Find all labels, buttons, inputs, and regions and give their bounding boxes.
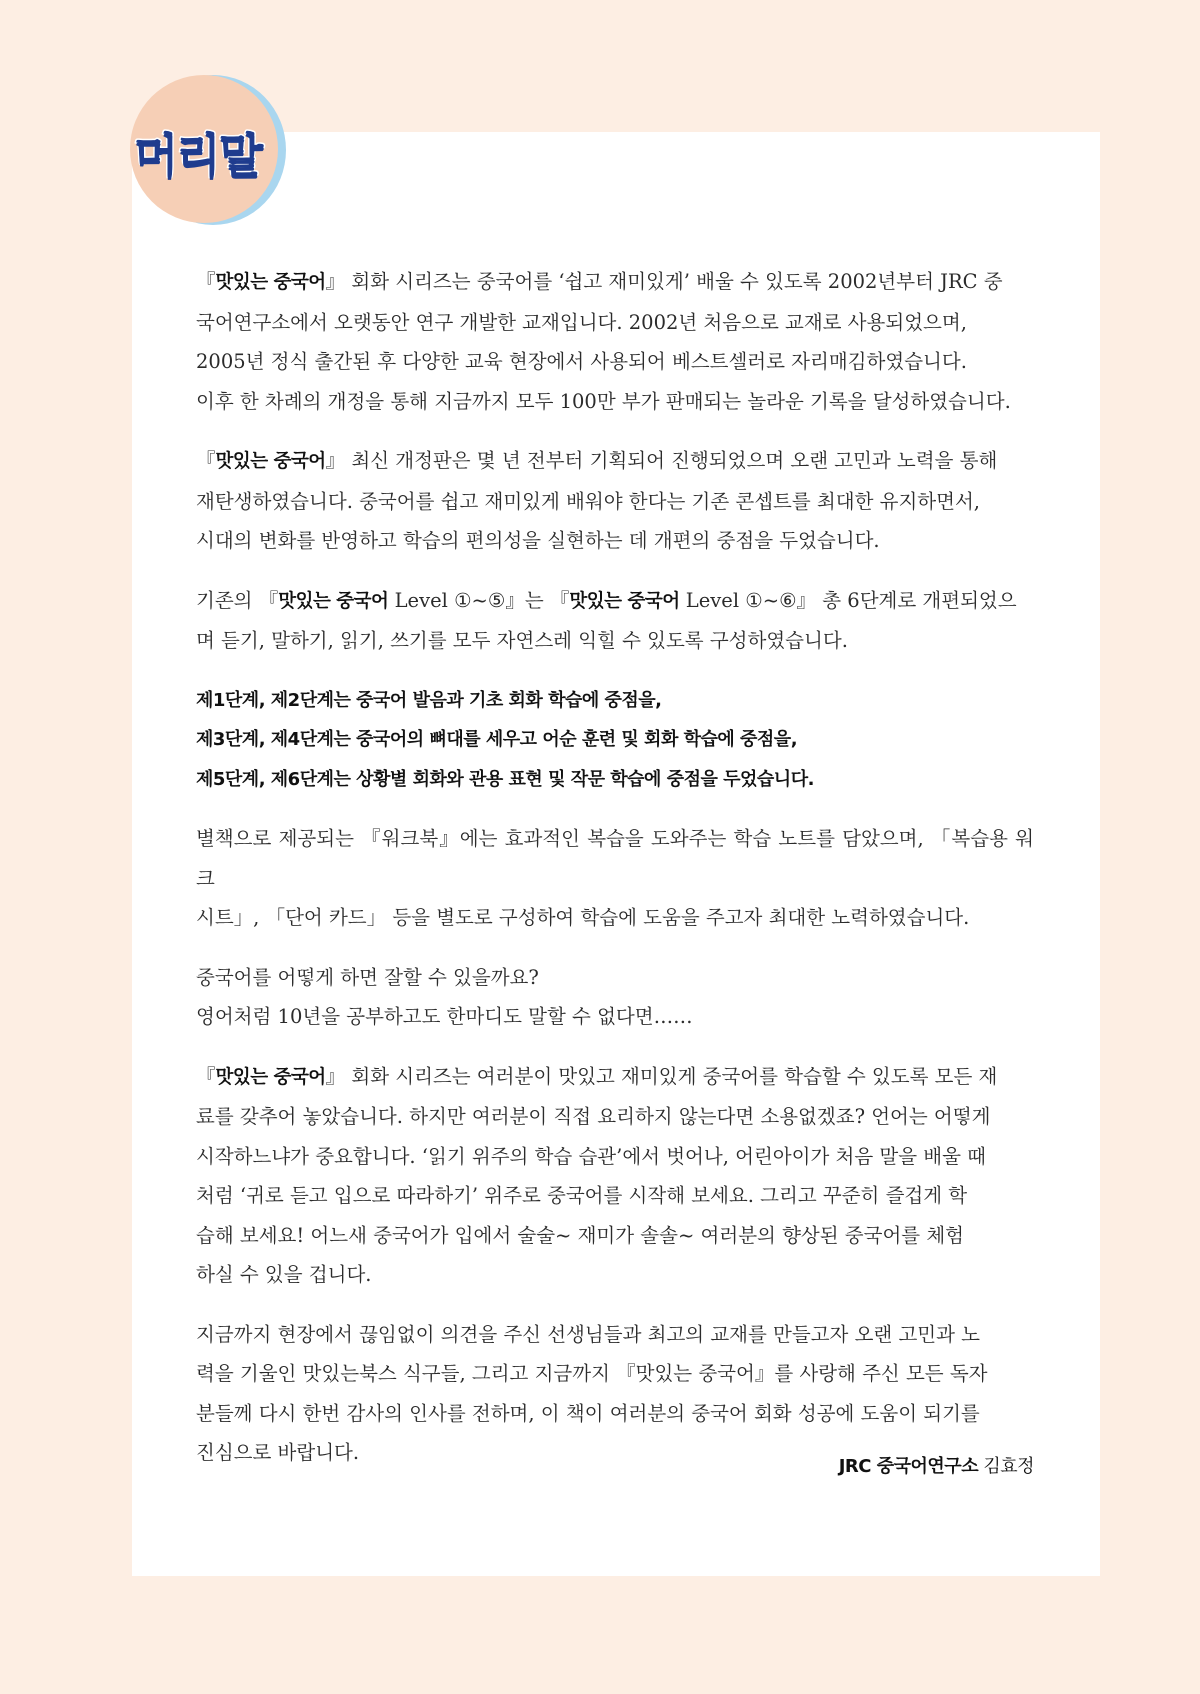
paragraph	[196, 441, 1034, 561]
text-segment: 처럼 ‘귀로 듣고 입으로 따라하기’ 위주로 중국어를 시작해 보세요. 그리고 꾸준히 즐겁게 학	[196, 1184, 968, 1207]
text-segment: 『	[196, 1064, 216, 1088]
text-segment: 영어처럼 10년을 공부하고도 한마디도 말할 수 없다면……	[196, 1005, 693, 1028]
paragraph	[196, 1315, 1034, 1473]
text-segment: 며 듣기, 말하기, 읽기, 쓰기를 모두 자연스레 익힐 수 있도록 구성하였습니다.	[196, 629, 848, 652]
text-line	[196, 490, 980, 513]
book-title-emphasis: 맛있는 중국어	[215, 1066, 326, 1088]
text-segment: 재탄생하였습니다. 중국어를 쉽고 재미있게 배워야 한다는 기존 콘셉트를 최대한 유지하면서,	[196, 489, 980, 513]
text-line	[196, 690, 662, 711]
text-segment: 『	[196, 270, 216, 293]
text-line	[196, 1065, 997, 1088]
text-segment: Level ①~⑥』 총 6단계로 개편되었으	[679, 588, 1017, 612]
preface-badge	[130, 75, 280, 225]
text-line	[196, 629, 848, 652]
text-segment: 시대의 변화를 반영하고 학습의 편의성을 실현하는 데 개편의 중점을 두었습니다.	[196, 529, 880, 552]
text-segment: 』 회화 시리즈는 중국어를 ‘쉽고 재미있게’ 배울 수 있도록 2002년부터 JRC 중	[325, 270, 1003, 293]
text-line	[196, 906, 969, 929]
text-segment: 진심으로 바랍니다.	[196, 1441, 360, 1464]
text-segment: 중국어를 어떻게 하면 잘할 수 있을까요?	[196, 965, 539, 989]
text-segment: 하실 수 있을 겁니다.	[196, 1263, 372, 1286]
paragraph-gap	[196, 1037, 1034, 1057]
paragraph	[196, 958, 1034, 1037]
text-line	[196, 1005, 693, 1028]
text-line	[196, 1362, 988, 1385]
paragraph	[196, 681, 1034, 800]
text-segment: 『	[196, 449, 216, 472]
paragraph-gap	[196, 661, 1034, 681]
signature-name: 김효정	[983, 1456, 1034, 1477]
book-title-emphasis: 맛있는 중국어	[278, 590, 389, 612]
text-segment: 이후 한 차례의 개정을 통해 지금까지 모두 100만 부가 판매되는 놀라운 기록을 달성하였습니다.	[196, 389, 1011, 413]
text-line	[196, 1402, 980, 1425]
paragraph	[196, 819, 1034, 938]
text-segment: 제3단계, 제4단계는 중국어의 뼈대를 세우고 어순 훈련 및 회화 학습에 중점을,	[196, 729, 798, 750]
text-segment: 분들께 다시 한번 감사의 인사를 전하며, 이 책이 여러분의 중국어 회화 성공에 도움이 되기를	[196, 1401, 980, 1425]
text-line	[196, 311, 967, 334]
text-line	[196, 350, 967, 373]
text-line	[196, 1145, 986, 1168]
text-line	[196, 449, 997, 472]
text-line	[196, 1224, 964, 1247]
text-line	[196, 769, 814, 790]
text-line	[196, 827, 1034, 890]
text-segment: 료를 갖추어 놓았습니다. 하지만 여러분이 직접 요리하지 않는다면 소용없겠죠? 언어는 어떻게	[196, 1105, 991, 1128]
text-segment: 지금까지 현장에서 끊임없이 의견을 주신 선생님들과 최고의 교재를 만들고자 오랜 고민과 노	[196, 1322, 980, 1346]
text-segment: 2005년 정식 출간된 후 다양한 교육 현장에서 사용되어 베스트셀러로 자리매김하였습니다.	[196, 350, 967, 373]
paragraph-gap	[196, 561, 1034, 581]
book-title-emphasis: 맛있는 중국어	[569, 590, 680, 612]
signature	[839, 1452, 1034, 1478]
text-line	[196, 1184, 967, 1207]
text-line	[196, 390, 1011, 413]
text-segment: Level ①~⑤』는 『	[388, 588, 570, 612]
text-line	[196, 589, 1017, 612]
signature-org: JRC 중국어연구소	[838, 1456, 979, 1477]
text-segment: 제5단계, 제6단계는 상황별 회화와 관용 표현 및 작문 학습에 중점을 두었습니다.	[196, 768, 814, 790]
text-segment: 력을 기울인 맛있는북스 식구들, 그리고 지금까지 『맛있는 중국어』를 사랑해 주신 모든 독자	[196, 1362, 988, 1385]
text-segment: 기존의 『	[196, 588, 279, 612]
preface-body	[196, 262, 1034, 1473]
text-line	[196, 729, 797, 750]
text-segment: 시작하느냐가 중요합니다. ‘읽기 위주의 학습 습관’에서 벗어나, 어린아이가 처음 말을 배울 때	[196, 1144, 986, 1168]
text-segment: 제1단계, 제2단계는 중국어 발음과 기초 회화 학습에 중점을,	[196, 689, 662, 711]
text-segment: 별책으로 제공되는 『워크북』에는 효과적인 복습을 도와주는 학습 노트를 담았으며, 「복습용 워크	[196, 827, 1034, 890]
text-segment: 국어연구소에서 오랫동안 연구 개발한 교재입니다. 2002년 처음으로 교재로 사용되었으며,	[196, 310, 967, 334]
text-segment: 』 회화 시리즈는 여러분이 맛있고 재미있게 중국어를 학습할 수 있도록 모든 재	[325, 1064, 998, 1088]
book-title-emphasis: 맛있는 중국어	[215, 272, 326, 293]
text-line	[196, 270, 1003, 293]
paragraph-gap	[196, 421, 1034, 441]
badge-title: 머리말	[134, 128, 262, 182]
paragraph	[196, 262, 1034, 421]
text-segment: 습해 보세요! 어느새 중국어가 입에서 술술~ 재미가 솔솔~ 여러분의 향상된 중국어를 체험	[196, 1223, 964, 1247]
paragraph-gap	[196, 938, 1034, 958]
book-title-emphasis: 맛있는 중국어	[215, 451, 326, 472]
text-line	[196, 1441, 359, 1464]
text-segment: 시트」, 「단어 카드」 등을 별도로 구성하여 학습에 도움을 주고자 최대한 노력하였습니다.	[196, 906, 970, 929]
text-line	[196, 1323, 980, 1346]
paragraph	[196, 1057, 1034, 1295]
text-line	[196, 966, 539, 989]
text-segment: 』 최신 개정판은 몇 년 전부터 기획되어 진행되었으며 오랜 고민과 노력을 통해	[325, 449, 998, 472]
text-line	[196, 1105, 990, 1128]
paragraph-gap	[196, 799, 1034, 819]
text-line	[196, 1263, 372, 1286]
text-line	[196, 529, 880, 552]
paragraph	[196, 581, 1034, 661]
paragraph-gap	[196, 1295, 1034, 1315]
